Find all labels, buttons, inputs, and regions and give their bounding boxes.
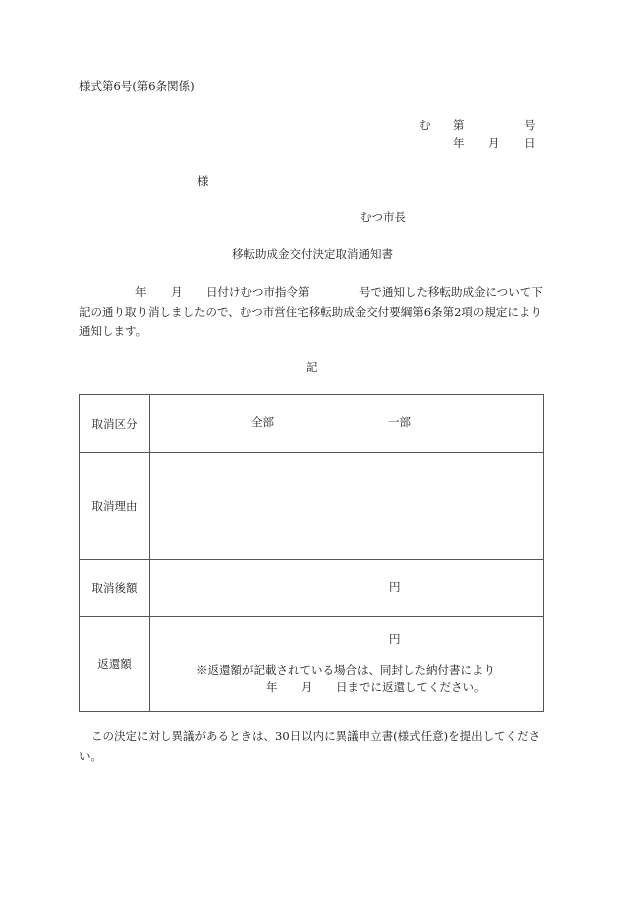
- after-amount-label: 取消後額: [80, 560, 150, 617]
- option-part: 一部: [388, 415, 411, 429]
- row-refund: [80, 617, 544, 712]
- after-amount-value: [150, 560, 544, 617]
- ki-heading: 記: [306, 360, 318, 374]
- doc-number-dai: 第: [453, 118, 465, 132]
- body-line-3: 通知します。: [79, 324, 148, 338]
- addressee-sama: 様: [197, 174, 209, 188]
- footer-line-2: い。: [79, 749, 102, 763]
- form-number: 様式第6号(第6条関係): [79, 79, 195, 93]
- body-line-2: 記の通り取り消しましたので、むつ市営住宅移転助成金交付要綱第6条第2項の規定により: [79, 305, 542, 319]
- doc-number-prefix: む: [419, 118, 431, 132]
- option-all: 全部: [251, 415, 274, 429]
- body-month: 月: [171, 285, 183, 299]
- after-amount-yen: 円: [389, 580, 401, 594]
- refund-yen: 円: [389, 632, 401, 646]
- date-month: 月: [488, 136, 500, 150]
- footer-line-1: この決定に対し異議があるときは、30日以内に異議申立書(様式任意)を提出してくださ: [91, 729, 541, 743]
- row-after-amount: [80, 560, 544, 617]
- cancellation-table: [79, 394, 544, 712]
- refund-note-line1: ※返還額が記載されている場合は、同封した納付書により: [196, 663, 495, 677]
- category-value: [150, 395, 544, 453]
- issuer-name: むつ市長: [360, 210, 406, 224]
- reason-value: [150, 453, 544, 560]
- body-day-text: 日付けむつ市指令第: [206, 285, 310, 299]
- doc-number-go: 号: [524, 118, 536, 132]
- document-title: 移転助成金交付決定取消通知書: [232, 247, 393, 261]
- refund-note-month: 月: [301, 680, 313, 694]
- body-go-text: 号で通知した移転助成金について下: [359, 285, 543, 299]
- refund-label: 返還額: [80, 617, 150, 712]
- category-label: 取消区分: [80, 395, 150, 453]
- reason-label: 取消理由: [80, 453, 150, 560]
- refund-note-tail: 日までに返還してください。: [336, 680, 486, 694]
- date-day: 日: [524, 136, 536, 150]
- date-year: 年: [453, 136, 465, 150]
- row-category: [80, 395, 544, 453]
- refund-note-year: 年: [266, 680, 278, 694]
- row-reason: [80, 453, 544, 560]
- refund-value: [150, 617, 544, 712]
- body-year: 年: [135, 285, 147, 299]
